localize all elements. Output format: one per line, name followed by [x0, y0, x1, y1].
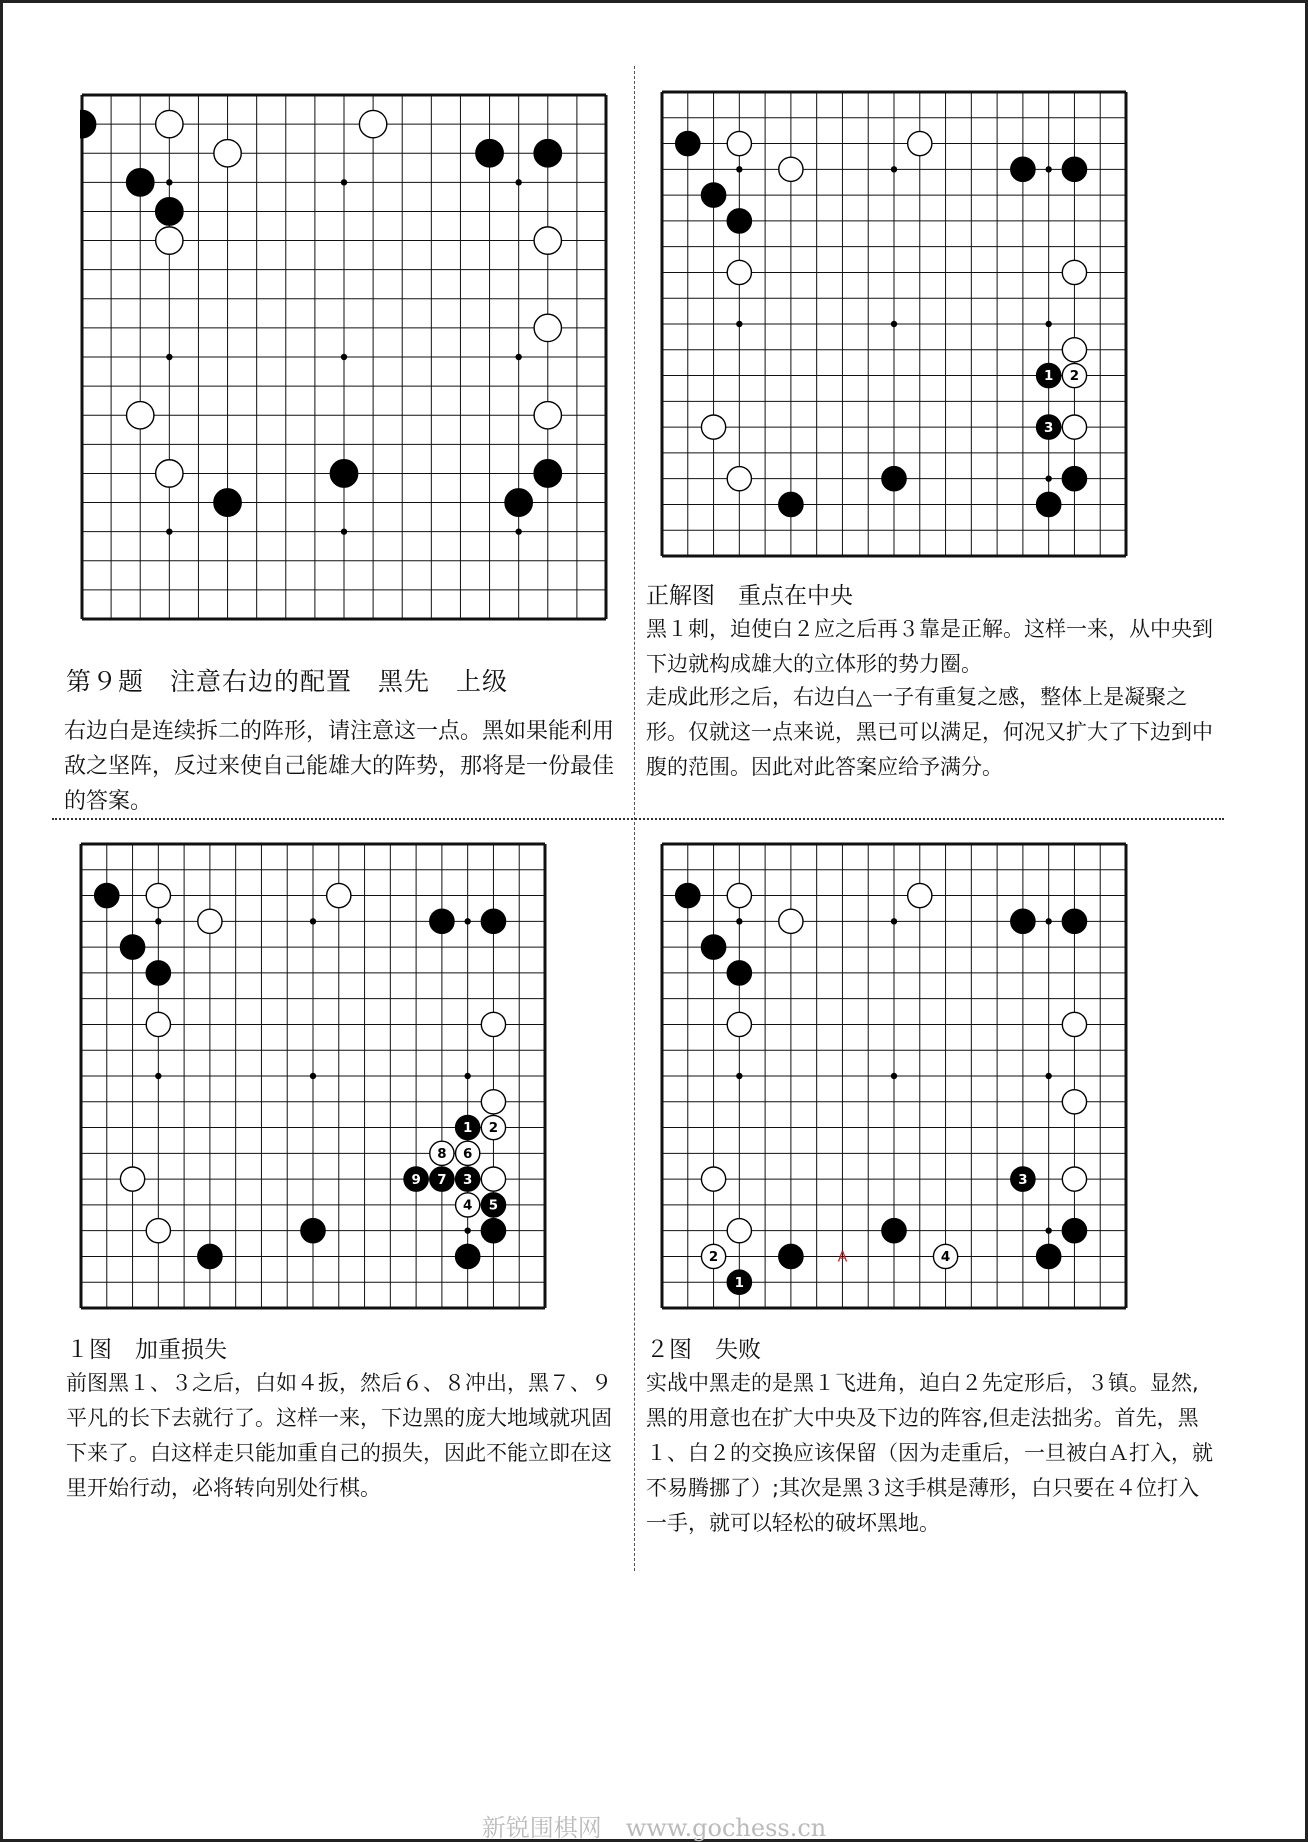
white-stone	[1062, 1012, 1086, 1036]
star-point	[310, 1073, 316, 1079]
black-stone	[456, 1244, 480, 1268]
problem-board	[80, 93, 608, 621]
site-watermark: 新锐围棋网 www.gochess.cn	[481, 1814, 827, 1842]
black-stone	[481, 1219, 505, 1243]
star-point	[891, 166, 897, 172]
star-point	[891, 321, 897, 327]
star-point	[166, 528, 172, 534]
white-stone	[146, 883, 170, 907]
white-stone	[1062, 260, 1086, 284]
point-marker: A	[837, 1249, 848, 1266]
move-number: 5	[488, 1198, 499, 1214]
star-point	[464, 1073, 470, 1079]
star-point	[341, 179, 347, 185]
black-stone	[120, 935, 144, 959]
white-stone	[908, 131, 932, 155]
white-stone	[534, 227, 561, 254]
move-number: 1	[463, 1121, 473, 1137]
board-svg	[660, 842, 1128, 1310]
white-stone	[127, 402, 154, 429]
move-number: 3	[463, 1172, 473, 1188]
move-number: 1	[734, 1275, 744, 1291]
white-stone	[701, 1167, 725, 1191]
black-stone	[1011, 157, 1035, 181]
white-stone	[779, 909, 803, 933]
solution-para-1: 黑１刺，迫使白２应之后再３靠是正解。这样一来，从中央到下边就构成雄大的立体形的势力圈。	[646, 617, 1213, 676]
star-point	[310, 918, 316, 924]
white-stone	[481, 1090, 505, 1114]
solution-para-2: 走成此形之后，右边白△一子有重复之感，整体上是凝聚之形。仅就这一点来说，黑已可以满足，何况又扩大了下边到中腹的范围。因此对此答案应给予满分。	[646, 685, 1213, 779]
star-point	[736, 918, 742, 924]
black-stone	[1062, 1219, 1086, 1243]
star-point	[891, 1073, 897, 1079]
star-point	[341, 354, 347, 360]
white-stone	[359, 110, 386, 137]
board-svg	[79, 842, 547, 1310]
star-point	[1045, 1227, 1051, 1233]
black-stone	[676, 883, 700, 907]
white-stone	[727, 1219, 751, 1243]
fig1-board	[79, 842, 547, 1310]
white-stone	[481, 1012, 505, 1036]
move-number: 3	[1018, 1172, 1028, 1188]
white-stone	[156, 110, 183, 137]
move-number: 6	[463, 1146, 473, 1162]
black-stone	[1011, 909, 1035, 933]
white-stone	[908, 883, 932, 907]
star-point	[464, 918, 470, 924]
fig2-title: ２图 失败	[646, 1337, 761, 1363]
white-stone	[481, 1167, 505, 1191]
black-stone	[301, 1219, 325, 1243]
board-svg	[660, 90, 1128, 558]
star-point	[515, 179, 521, 185]
white-stone	[727, 260, 751, 284]
white-stone	[727, 131, 751, 155]
star-point	[1045, 475, 1051, 481]
black-stone	[882, 467, 906, 491]
star-point	[515, 528, 521, 534]
black-stone	[1062, 157, 1086, 181]
black-stone	[146, 961, 170, 985]
white-stone	[146, 1012, 170, 1036]
move-number: 2	[1069, 369, 1080, 385]
black-stone	[534, 460, 561, 487]
fig1-text: 前图黑１、３之后，白如４扳，然后６、８冲出，黑７、９平凡的长下去就行了。这样一来，下边黑的庞大地域就巩固下来了。白这样走只能加重自己的损失，因此不能立即在这里开始行动，必将转向别处行棋。	[66, 1371, 612, 1500]
board-svg	[80, 93, 608, 621]
black-stone	[127, 169, 154, 196]
star-point	[341, 528, 347, 534]
black-stone	[882, 1219, 906, 1243]
star-point	[464, 1227, 470, 1233]
black-stone	[727, 961, 751, 985]
black-stone	[701, 935, 725, 959]
black-stone	[198, 1244, 222, 1268]
white-stone	[327, 883, 351, 907]
white-stone	[727, 467, 751, 491]
problem-title: 第９题 注意右边的配置 黑先 上级	[66, 667, 509, 696]
white-stone	[1062, 415, 1086, 439]
white-stone	[779, 157, 803, 181]
black-stone	[80, 110, 96, 137]
black-stone	[95, 883, 119, 907]
star-point	[166, 179, 172, 185]
black-stone	[476, 140, 503, 167]
black-stone	[534, 140, 561, 167]
move-number: 2	[708, 1250, 719, 1266]
black-stone	[1062, 467, 1086, 491]
star-point	[736, 166, 742, 172]
black-stone	[727, 209, 751, 233]
star-point	[736, 321, 742, 327]
black-stone	[505, 489, 532, 516]
white-stone	[534, 314, 561, 341]
black-stone	[1037, 492, 1061, 516]
black-stone	[779, 492, 803, 516]
black-stone	[676, 131, 700, 155]
fig2-board	[660, 842, 1128, 1310]
white-stone	[727, 1012, 751, 1036]
white-stone	[120, 1167, 144, 1191]
star-point	[736, 1073, 742, 1079]
star-point	[155, 918, 161, 924]
fig1-title: １图 加重损失	[66, 1337, 227, 1363]
star-point	[155, 1073, 161, 1079]
move-number: 7	[437, 1172, 447, 1188]
white-stone	[146, 1219, 170, 1243]
fig2-text: 实战中黑走的是黑１飞进角，迫白２先定形后，３镇。显然,黑的用意也在扩大中央及下边的阵容,但走法拙劣。首先，黑１、白２的交换应该保留（因为走重后，一旦被白Ａ打入，就不易腾挪了）;其次是黑３这手棋是薄形，白只要在４位打入一手，就可以轻松的破坏黑地。	[646, 1371, 1213, 1535]
move-number: 1	[1044, 369, 1054, 385]
move-number: 9	[411, 1172, 421, 1188]
move-number: 4	[463, 1198, 473, 1214]
white-stone	[1062, 338, 1086, 362]
solution-board	[660, 90, 1128, 558]
star-point	[1045, 1073, 1051, 1079]
black-stone	[779, 1244, 803, 1268]
black-stone	[481, 909, 505, 933]
white-stone	[701, 415, 725, 439]
solution-title: 正解图 重点在中央	[646, 583, 853, 609]
move-number: 3	[1044, 420, 1054, 436]
black-stone	[330, 460, 357, 487]
white-stone	[156, 227, 183, 254]
star-point	[1045, 918, 1051, 924]
black-stone	[1062, 909, 1086, 933]
white-stone	[156, 460, 183, 487]
star-point	[166, 354, 172, 360]
white-stone	[1062, 1090, 1086, 1114]
black-stone	[430, 909, 454, 933]
white-stone	[727, 883, 751, 907]
white-stone	[1062, 1167, 1086, 1191]
star-point	[515, 354, 521, 360]
problem-text: 右边白是连续拆二的阵形，请注意这一点。黑如果能利用敌之坚阵，反过来使自己能雄大的阵势，那将是一份最佳的答案。	[64, 719, 615, 814]
black-stone	[214, 489, 241, 516]
white-stone	[534, 402, 561, 429]
black-stone	[156, 198, 183, 225]
move-number: 8	[437, 1146, 447, 1162]
move-number: 2	[488, 1121, 499, 1137]
move-number: 4	[940, 1250, 951, 1266]
black-stone	[701, 183, 725, 207]
star-point	[1045, 321, 1051, 327]
star-point	[1045, 166, 1051, 172]
star-point	[891, 918, 897, 924]
white-stone	[198, 909, 222, 933]
white-stone	[214, 140, 241, 167]
black-stone	[1037, 1244, 1061, 1268]
